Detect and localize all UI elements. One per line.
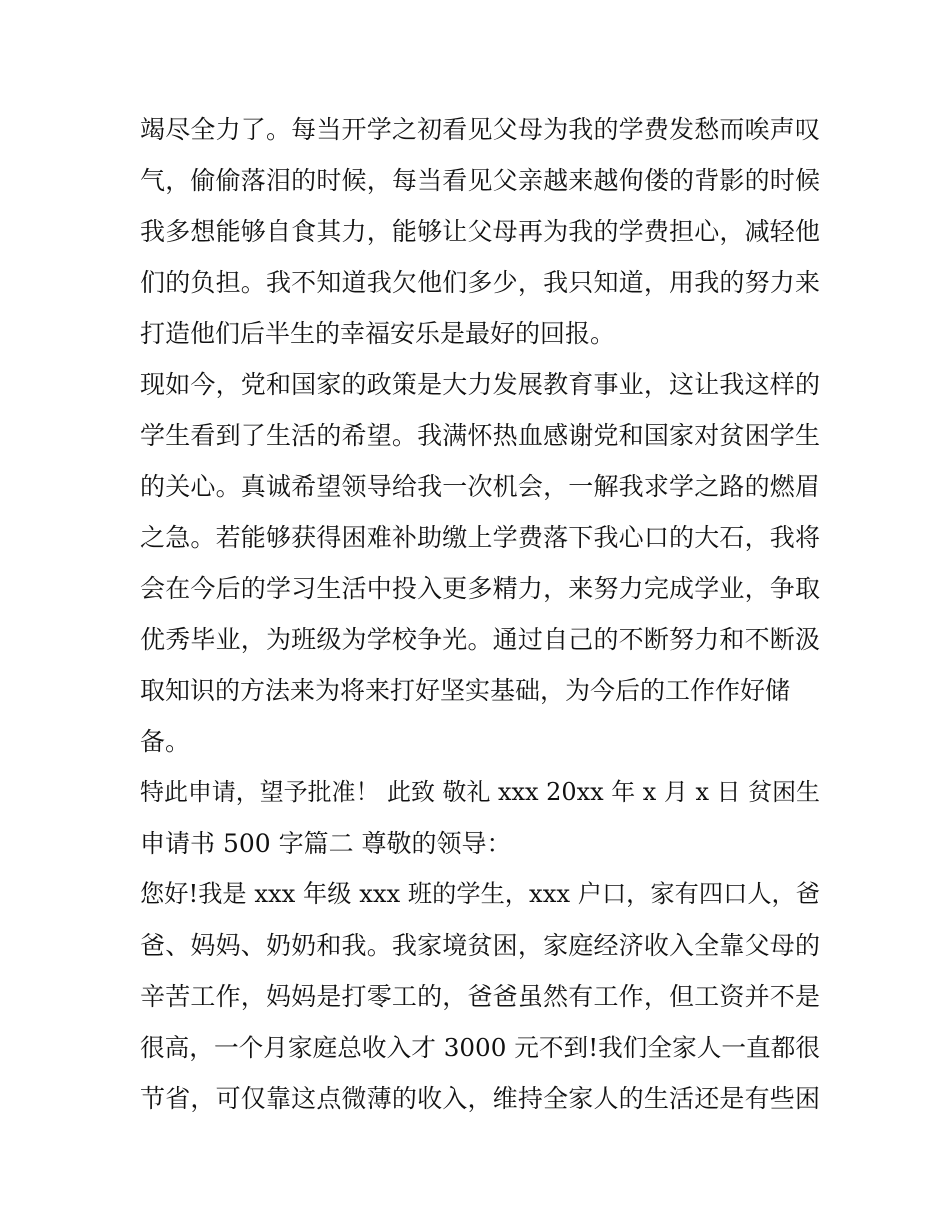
text-line: 爸、妈妈、奶奶和我。我家境贫困，家庭经济收入全靠父母的 [140, 931, 820, 960]
text-line: 很高，一个月家庭总收入才 3000 元不到!我们全家人一直都很 [140, 1033, 820, 1062]
text-line: 我多想能够自食其力，能够让父母再为我的学费担心，减轻他 [140, 217, 820, 246]
text-line: 您好!我是 xxx 年级 xxx 班的学生，xxx 户口，家有四口人，爸 [140, 880, 820, 908]
text-line: 的关心。真诚希望领导给我一次机会，一解我求学之路的燃眉 [140, 472, 820, 501]
text-line: 现如今，党和国家的政策是大力发展教育事业，这让我这样的 [140, 370, 820, 399]
text-line: 学生看到了生活的希望。我满怀热血感谢党和国家对贫困学生 [140, 421, 820, 450]
text-line: 会在今后的学习生活中投入更多精力，来努力完成学业，争取 [140, 574, 820, 603]
document-body [140, 104, 820, 1124]
text-line: 节省，可仅靠这点微薄的收入，维持全家人的生活还是有些困 [140, 1084, 820, 1113]
text-line: 辛苦工作，妈妈是打零工的，爸爸虽然有工作，但工资并不是 [140, 982, 820, 1011]
text-line: 们的负担。我不知道我欠他们多少，我只知道，用我的努力来 [140, 268, 820, 297]
text-line: 竭尽全力了。每当开学之初看见父母为我的学费发愁而唉声叹 [140, 115, 820, 144]
text-line: 打造他们后半生的幸福安乐是最好的回报。 [140, 319, 616, 348]
text-line: 优秀毕业，为班级为学校争光。通过自己的不断努力和不断汲 [140, 625, 820, 654]
text-line: 申请书 500 字篇二 尊敬的领导： [140, 829, 512, 858]
text-line: 取知识的方法来为将来打好坚实基础，为今后的工作作好储 [140, 676, 791, 705]
text-line: 之急。若能够获得困难补助缴上学费落下我心口的大石，我将 [140, 523, 820, 552]
text-line: 气，偷偷落泪的时候，每当看见父亲越来越佝偻的背影的时候 [140, 166, 820, 195]
text-line: 备。 [140, 727, 191, 756]
text-line: 特此申请，望予批准！ 此致 敬礼 xxx 20xx 年 x 月 x 日 贫困生 [140, 778, 820, 806]
